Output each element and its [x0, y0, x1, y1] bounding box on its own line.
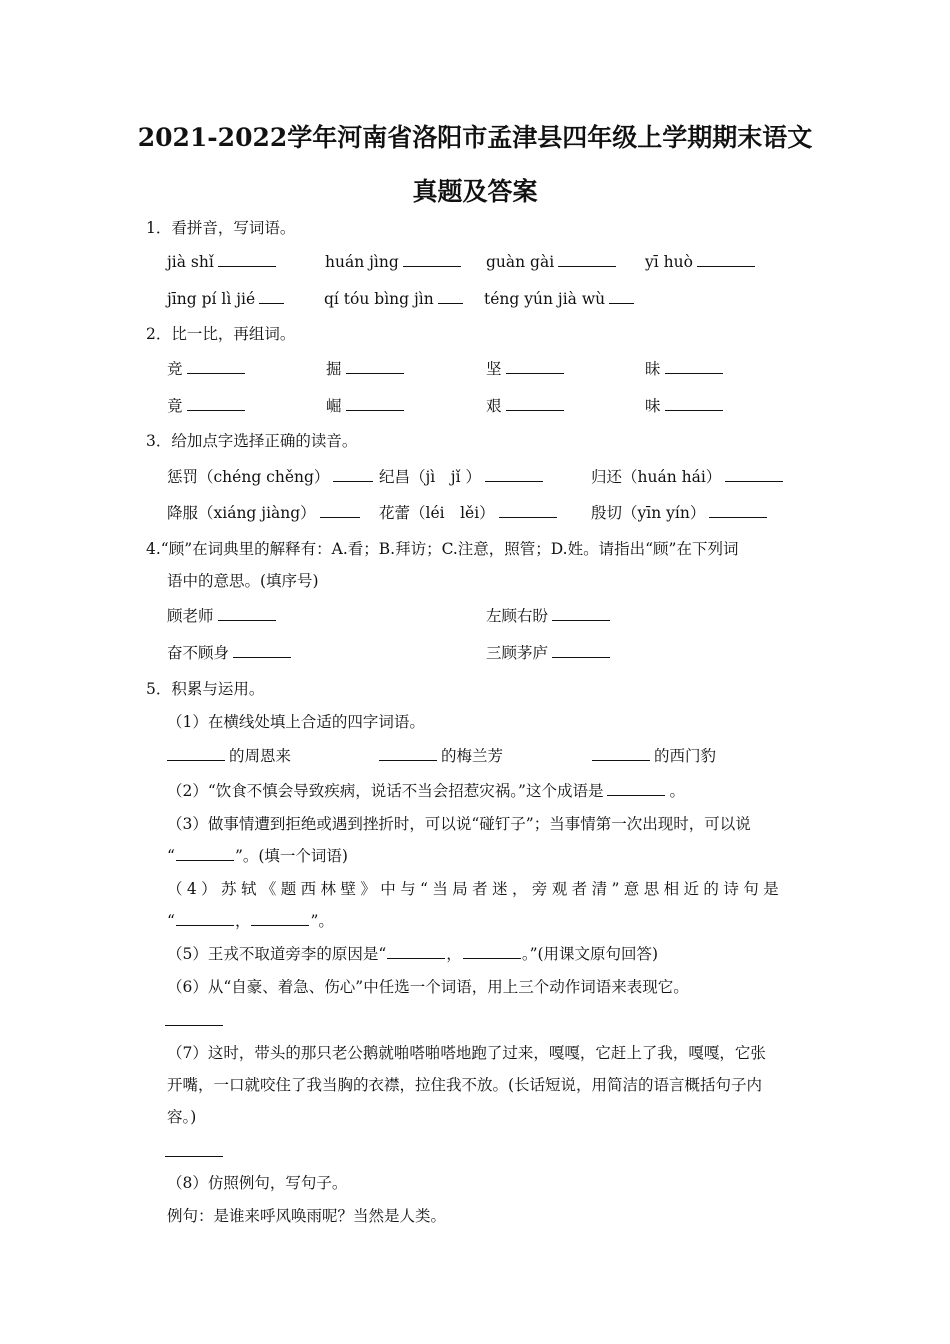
q5-part1: （1）在横线处填上合适的四字词语。: [167, 713, 425, 731]
q5-part8: （8）仿照例句，写句子。: [167, 1174, 348, 1192]
q2-item: [645, 359, 727, 379]
q5-part3-cont: [167, 846, 348, 866]
q2-item: [167, 359, 249, 379]
pinyin: guàn gài: [486, 253, 555, 271]
q1-item: [486, 252, 620, 272]
text: 。”(用课文原句回答): [521, 945, 659, 963]
answer-blank[interactable]: [218, 252, 276, 267]
q3-item: [167, 467, 377, 487]
phrase: 的西门豹: [654, 747, 717, 765]
pinyin: jià shǐ: [167, 253, 214, 271]
answer-blank[interactable]: [346, 359, 404, 374]
answer-blank[interactable]: [592, 746, 650, 761]
answer-blank[interactable]: [463, 944, 521, 959]
q3-item: [167, 503, 364, 523]
text: “: [167, 847, 175, 865]
q5-part3: （3）做事情遭到拒绝或遇到挫折时，可以说“碰钉子”；当事情第一次出现时，可以说: [167, 815, 751, 833]
answer-blank[interactable]: [387, 944, 445, 959]
answer-blank[interactable]: [218, 606, 276, 621]
word-with-pinyin: 惩罚（chéng chěng）: [167, 468, 330, 486]
answer-blank[interactable]: [697, 252, 755, 267]
word: 顾老师: [167, 607, 214, 625]
text: ”。: [310, 912, 334, 930]
answer-blank[interactable]: [187, 359, 245, 374]
answer-blank[interactable]: [176, 911, 234, 926]
answer-blank[interactable]: [176, 846, 234, 861]
word: 奋不顾身: [167, 644, 230, 662]
answer-blank[interactable]: [165, 1156, 223, 1157]
q2-item: [167, 396, 249, 416]
text: （5）王戎不取道旁李的原因是“: [167, 945, 387, 963]
q4-heading-cont: 语中的意思。(填序号): [167, 572, 319, 590]
pinyin: jīng pí lì jié: [167, 290, 256, 308]
q5-part7-cont: 容。): [167, 1108, 197, 1126]
q5-part4-cont: [167, 911, 334, 931]
text: 。: [669, 782, 685, 800]
q1-item: [484, 289, 638, 309]
word: 三顾茅庐: [486, 644, 549, 662]
answer-blank[interactable]: [167, 746, 225, 761]
answer-blank[interactable]: [609, 289, 634, 304]
answer-blank[interactable]: [558, 252, 616, 267]
word-with-pinyin: 降服（xiáng jiàng）: [167, 504, 316, 522]
word-with-pinyin: 殷切（yīn yín）: [591, 504, 706, 522]
q3-item: [379, 503, 561, 523]
q3-item: [591, 503, 771, 523]
document-title-line2: 真题及答案: [412, 177, 538, 206]
q2-item: [486, 359, 568, 379]
q5-part2: [167, 781, 685, 801]
pinyin: yī huò: [645, 253, 693, 271]
answer-blank[interactable]: [320, 503, 360, 518]
text: ，: [234, 912, 251, 930]
q2-heading: 2．比一比，再组词。: [146, 325, 296, 343]
answer-blank[interactable]: [403, 252, 461, 267]
answer-blank[interactable]: [187, 396, 245, 411]
answer-blank[interactable]: [552, 606, 610, 621]
answer-blank[interactable]: [259, 289, 284, 304]
q4-item: [167, 643, 295, 663]
phrase: 的梅兰芳: [441, 747, 504, 765]
answer-blank[interactable]: [438, 289, 463, 304]
q5-part6: （6）从“自豪、着急、伤心”中任选一个词语，用上三个动作词语来表现它。: [167, 978, 689, 996]
answer-blank[interactable]: [607, 781, 665, 796]
q5-part1-item: [588, 746, 716, 766]
q1-item: [325, 252, 465, 272]
character: 竟: [167, 397, 183, 415]
character: 昧: [645, 360, 661, 378]
answer-blank[interactable]: [379, 746, 437, 761]
q2-item: [326, 396, 408, 416]
q1-item: [167, 252, 280, 272]
text: ”。(填一个词语): [234, 847, 348, 865]
document-title-line1: 2021-2022学年河南省洛阳市孟津县四年级上学期期末语文: [137, 123, 813, 152]
phrase: 的周恩来: [229, 747, 292, 765]
character: 掘: [326, 360, 342, 378]
word-with-pinyin: 花蕾（léi lěi）: [379, 504, 495, 522]
answer-blank[interactable]: [506, 396, 564, 411]
q5-part4: （4）苏轼《题西林壁》中与“当局者迷，旁观者清”意思相近的诗句是: [167, 880, 784, 898]
q3-item: [591, 467, 787, 487]
answer-blank[interactable]: [725, 467, 783, 482]
answer-blank[interactable]: [506, 359, 564, 374]
character: 崛: [326, 397, 342, 415]
q4-item: [167, 606, 280, 626]
word-with-pinyin: 纪昌（jì jǐ ）: [379, 468, 481, 486]
word: 左顾右盼: [486, 607, 549, 625]
text: ，: [446, 945, 462, 963]
character: 坚: [486, 360, 502, 378]
q1-item: [324, 289, 467, 309]
character: 艰: [486, 397, 502, 415]
q5-part5: [167, 944, 658, 964]
word-with-pinyin: 归还（huán hái）: [591, 468, 722, 486]
answer-blank[interactable]: [333, 467, 373, 482]
answer-blank[interactable]: [346, 396, 404, 411]
answer-blank[interactable]: [251, 911, 309, 926]
character: 竞: [167, 360, 183, 378]
answer-blank[interactable]: [665, 359, 723, 374]
pinyin: qí tóu bìng jìn: [324, 290, 434, 308]
answer-blank[interactable]: [499, 503, 557, 518]
q3-item: [379, 467, 547, 487]
q5-part7: （7）这时，带头的那只老公鹅就啪嗒啪嗒地跑了过来，嘎嘎，它赶上了我，嘎嘎，它张: [167, 1044, 766, 1062]
answer-blank[interactable]: [552, 643, 610, 658]
pinyin: huán jìng: [325, 253, 399, 271]
q5-part1-item: [375, 746, 503, 766]
q2-item: [486, 396, 568, 416]
q1-heading: 1．看拼音，写词语。: [146, 219, 296, 237]
q4-item: [486, 606, 614, 626]
q1-item: [645, 252, 759, 272]
answer-blank[interactable]: [165, 1025, 223, 1026]
q4-heading: 4.“顾”在词典里的解释有：A.看；B.拜访；C.注意，照管；D.姓。请指出“顾”在下列词: [146, 540, 739, 558]
q2-item: [326, 359, 408, 379]
q5-part1-item: [163, 746, 291, 766]
answer-blank[interactable]: [485, 467, 543, 482]
q1-item: [167, 289, 288, 309]
q5-part7-cont: 开嘴，一口就咬住了我当胸的衣襟，拉住我不放。(长话短说，用简洁的语言概括句子内: [167, 1076, 763, 1094]
pinyin: téng yún jià wù: [484, 290, 606, 308]
text: （2）“饮食不慎会导致疾病，说话不当会招惹灾祸。”这个成语是: [167, 782, 604, 800]
answer-blank[interactable]: [709, 503, 767, 518]
text: “: [167, 912, 175, 930]
answer-blank[interactable]: [233, 643, 291, 658]
q2-item: [645, 396, 727, 416]
q5-heading: 5．积累与运用。: [146, 680, 265, 698]
answer-blank[interactable]: [665, 396, 723, 411]
q3-heading: 3．给加点字选择正确的读音。: [146, 432, 358, 450]
q4-item: [486, 643, 614, 663]
q5-part8-example: 例句：是谁来呼风唤雨呢？当然是人类。: [167, 1207, 447, 1225]
character: 味: [645, 397, 661, 415]
